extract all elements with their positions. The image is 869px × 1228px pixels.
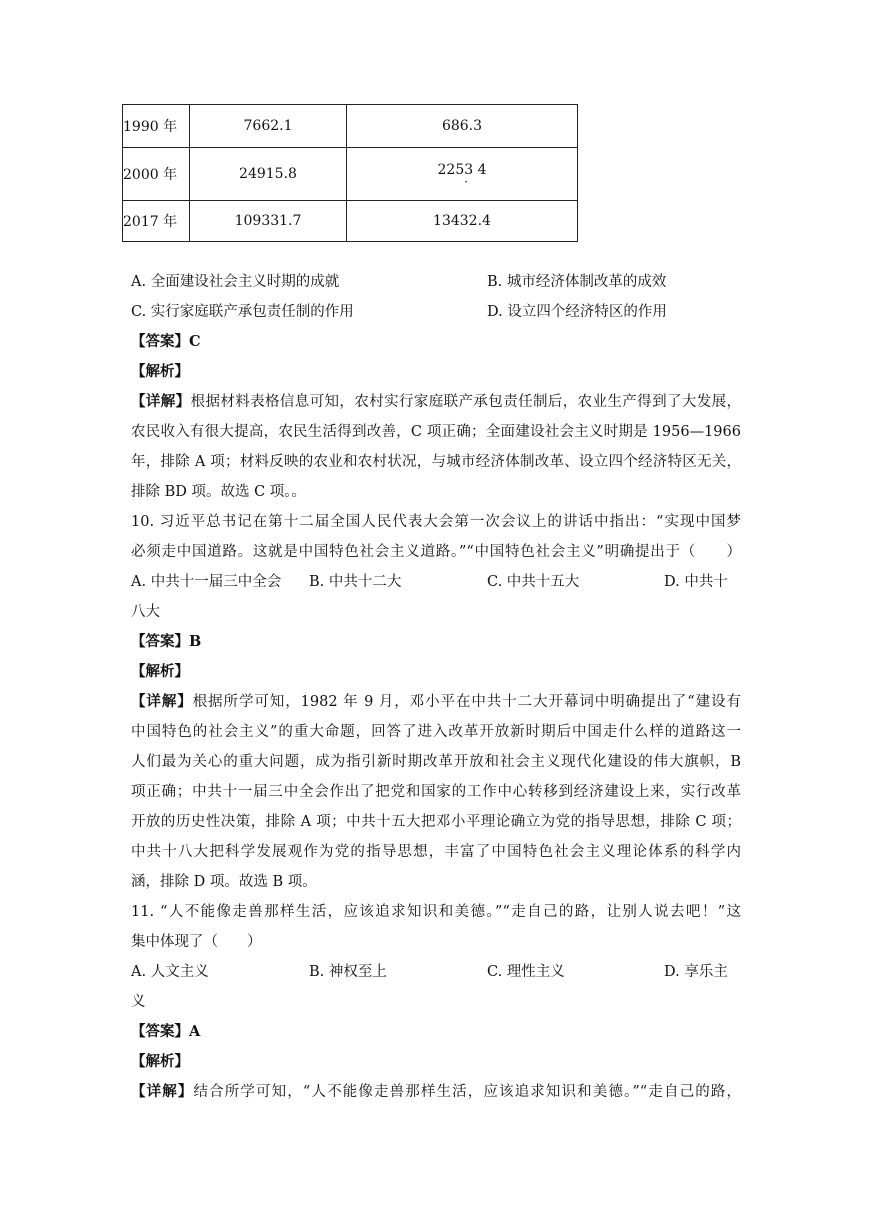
table-cell-text: 2253 4 [437, 162, 487, 178]
q9-detail-line: 排除 BD 项。故选 C 项。。 [131, 484, 307, 500]
q11-option-wrap: 义 [131, 994, 146, 1010]
q9-options-row-2 [131, 297, 741, 327]
q11-answer: 【答案】A [131, 1023, 201, 1040]
q11-option-c: C. 理性主义 [487, 964, 565, 980]
q9-option-c: C. 实行家庭联产承包责任制的作用 [131, 304, 354, 320]
q9-option-a: A. 全面建设社会主义时期的成就 [131, 274, 340, 290]
table-cell-year: 1990 年 [123, 105, 190, 148]
q9-answer: 【答案】C [131, 333, 201, 350]
decimal-dot-mark: · [464, 175, 468, 189]
q9-detail-text: 根据材料表格信息可知，农村实行家庭联产承包责任制后，农业生产得到了大发展， [190, 394, 742, 410]
q11-stem-line: 11. “人不能像走兽那样生活，应该追求知识和美德。”“走自己的路，让别人说去吧！”这 [131, 904, 741, 920]
q10-option-wrap: 八大 [131, 604, 160, 620]
q11-detail-text: 结合所学可知，“人不能像走兽那样生活，应该追求知识和美德。”“走自己的路， [193, 1084, 741, 1100]
q10-detail-label: 【详解】 [131, 693, 193, 710]
q9-detail-label: 【详解】 [131, 393, 191, 410]
table-cell-value-b: 13432.4 [347, 201, 578, 242]
q10-detail-line: 项正确；中共十一届三中全会作出了把党和国家的工作中心转移到经济建设上来，实行改革 [131, 784, 741, 800]
q11-detail-label: 【详解】 [131, 1083, 194, 1100]
q9-options-row-1 [131, 267, 741, 297]
q9-analysis-label: 【解析】 [131, 363, 189, 380]
table-cell-value-a: 7662.1 [190, 105, 347, 148]
table-row [123, 201, 578, 242]
q9-detail-line: 农民收入有很大提高，农民生活得到改善，C 项正确；全面建设社会主义时期是 1956—1966 [131, 424, 741, 440]
q9-detail-line [131, 387, 741, 417]
q10-stem-line: 必须走中国道路。这就是中国特色社会主义道路。”“中国特色社会主义”明确提出于（ ） [131, 544, 741, 560]
q11-stem-line: 集中体现了（ ） [131, 934, 262, 950]
table-cell-year: 2017 年 [123, 201, 190, 242]
table-cell-value-a: 24915.8 [190, 148, 347, 201]
q10-detail-line: 开放的历史性决策，排除 A 项；中共十五大把邓小平理论确立为党的指导思想，排除 C 项； [131, 814, 741, 830]
table-cell-value-b: 686.3 [347, 105, 578, 148]
q10-analysis-label: 【解析】 [131, 663, 189, 680]
q10-option-a: A. 中共十一届三中全会 [131, 574, 282, 590]
table-cell-value-a: 109331.7 [190, 201, 347, 242]
data-table [122, 104, 578, 242]
q10-detail-line [131, 687, 741, 717]
q11-option-a: A. 人文主义 [131, 964, 209, 980]
table-row [123, 148, 578, 201]
question-text [131, 267, 741, 1107]
q9-option-b: B. 城市经济体制改革的成效 [487, 274, 667, 290]
table-cell-year: 2000 年 [123, 148, 190, 201]
q10-detail-line: 人们最为关心的重大问题，成为指引新时期改革开放和社会主义现代化建设的伟大旗帜，B [131, 754, 741, 770]
table-row [123, 105, 578, 148]
q10-detail-line: 中共十八大把科学发展观作为党的指导思想，丰富了中国特色社会主义理论体系的科学内 [131, 844, 741, 860]
q11-analysis-label: 【解析】 [131, 1053, 189, 1070]
q10-detail-text: 根据所学可知，1982 年 9 月，邓小平在中共十二大开幕词中明确提出了“建设有 [192, 694, 741, 710]
q10-stem-line: 10. 习近平总书记在第十二届全国人民代表大会第一次会议上的讲话中指出：“实现中国梦 [131, 514, 741, 530]
q10-option-b: B. 中共十二大 [309, 574, 402, 590]
q9-detail-line: 年，排除 A 项；材料反映的农业和农村状况，与城市经济体制改革、设立四个经济特区无关， [131, 454, 741, 470]
q10-option-c: C. 中共十五大 [487, 574, 580, 590]
q10-options-row [131, 567, 741, 597]
q11-option-d: D. 享乐主 [664, 964, 728, 980]
q10-detail-line: 涵，排除 D 项。故选 B 项。 [131, 874, 317, 890]
q10-answer: 【答案】B [131, 633, 202, 650]
q10-option-d: D. 中共十 [664, 574, 728, 590]
q11-options-row [131, 957, 741, 987]
q11-option-b: B. 神权至上 [309, 964, 387, 980]
q11-detail-line [131, 1077, 741, 1107]
table-cell-value-b [347, 148, 578, 201]
q9-option-d: D. 设立四个经济特区的作用 [487, 304, 667, 320]
q10-detail-line: 中国特色的社会主义”的重大命题，回答了进入改革开放新时期后中国走什么样的道路这一 [131, 724, 741, 740]
